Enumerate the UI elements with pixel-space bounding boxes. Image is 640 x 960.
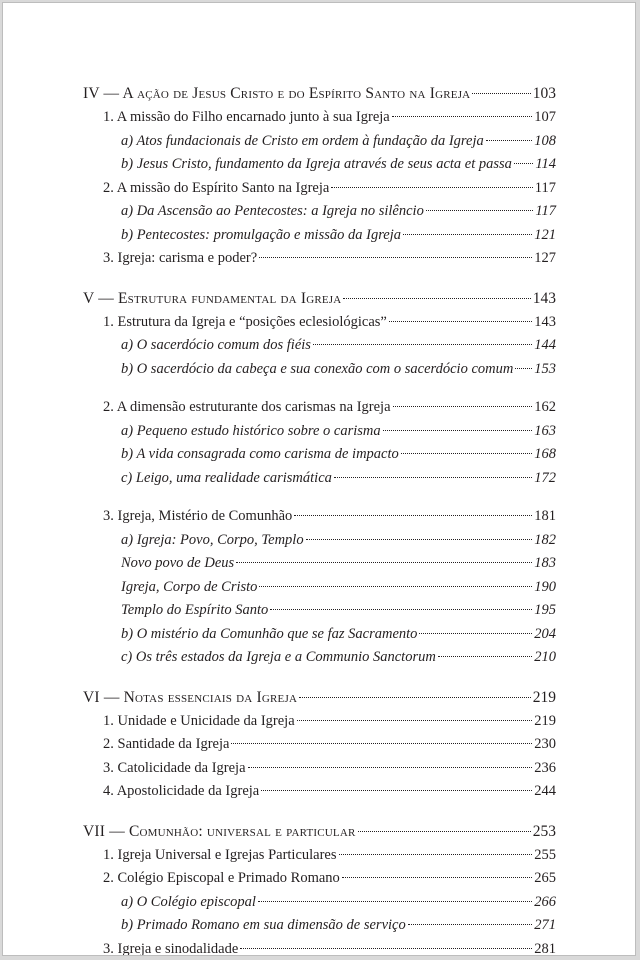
toc-section-entry[interactable] (83, 867, 556, 891)
toc-section-entry[interactable] (83, 710, 556, 734)
table-of-contents (83, 81, 556, 956)
entry-page-number: 219 (532, 688, 556, 706)
dot-leader (514, 163, 533, 164)
entry-title: 3. Catolicidade da Igreja (103, 759, 246, 776)
toc-subsection-entry[interactable] (83, 334, 556, 358)
entry-page-number: 143 (532, 289, 556, 307)
entry-title: VII — Comunhão: universal e particular (83, 822, 356, 840)
entry-title: b) Pentecostes: promulgação e missão da Igreja (121, 226, 402, 243)
entry-page-number: 127 (534, 250, 556, 266)
entry-title: b) Primado Romano em sua dimensão de serviço (121, 917, 406, 933)
toc-subsection-entry[interactable] (83, 646, 556, 670)
dot-leader (342, 877, 532, 878)
dot-leader (261, 790, 532, 791)
entry-page-number: 271 (534, 917, 556, 933)
entry-page-number: 107 (534, 109, 556, 125)
entry-title: Igreja, Corpo de Cristo (121, 578, 258, 595)
toc-subsection-entry[interactable] (83, 891, 556, 915)
entry-page-number: 143 (534, 313, 556, 330)
dot-leader (259, 586, 532, 587)
entry-title: c) Os três estados da Igreja e a Communio Sanctorum (121, 649, 436, 665)
toc-subsection-entry[interactable] (83, 914, 556, 938)
entry-title: 2. Santidade da Igreja (103, 736, 230, 752)
dot-leader (334, 477, 532, 478)
entry-page-number: 265 (534, 870, 556, 886)
toc-section (83, 819, 556, 957)
toc-subsection-entry[interactable] (83, 599, 556, 623)
toc-section (83, 81, 556, 271)
toc-subsection-entry[interactable] (83, 443, 556, 467)
dot-leader (389, 321, 532, 322)
toc-section (83, 396, 556, 490)
dot-leader (299, 697, 531, 698)
toc-chapter-entry[interactable] (83, 685, 556, 710)
toc-subsection-entry[interactable] (83, 576, 556, 600)
toc-subsection-entry[interactable] (83, 529, 556, 553)
toc-subsection-entry[interactable] (83, 224, 556, 248)
toc-section-entry[interactable] (83, 780, 556, 804)
dot-leader (240, 948, 532, 949)
entry-page-number: 108 (534, 132, 556, 149)
dot-leader (270, 609, 532, 610)
entry-title: a) Atos fundacionais de Cristo em ordem à fundação da Igreja (121, 132, 484, 149)
entry-page-number: 210 (534, 649, 556, 665)
toc-section-entry[interactable] (83, 505, 556, 529)
entry-page-number: 266 (534, 893, 556, 910)
entry-title: a) O sacerdócio comum dos fiéis (121, 337, 311, 353)
entry-title: V — Estrutura fundamental da Igreja (83, 289, 342, 307)
entry-title: Novo povo de Deus (121, 555, 235, 571)
entry-page-number: 182 (534, 531, 556, 548)
entry-page-number: 114 (535, 156, 556, 172)
entry-title: c) Leigo, uma realidade carismática (121, 469, 332, 486)
entry-page-number: 255 (534, 846, 556, 863)
dot-leader (419, 633, 532, 634)
toc-subsection-entry[interactable] (83, 420, 556, 444)
section-spacer (83, 381, 556, 396)
toc-subsection-entry[interactable] (83, 130, 556, 154)
entry-page-number: 172 (534, 469, 556, 486)
dot-leader (426, 210, 533, 211)
section-spacer (83, 804, 556, 819)
entry-title: IV — A ação de Jesus Cristo e do Espírito Santo na Igreja (83, 85, 471, 102)
entry-title: a) O Colégio episcopal (121, 893, 256, 910)
section-spacer (83, 670, 556, 685)
entry-page-number: 181 (534, 508, 556, 524)
toc-section-entry[interactable] (83, 177, 556, 201)
dot-leader (297, 720, 533, 721)
entry-title: a) Pequeno estudo histórico sobre o carisma (121, 422, 381, 439)
entry-title: 1. Estrutura da Igreja e “posições eclesiológicas” (103, 313, 387, 330)
dot-leader (306, 539, 533, 540)
entry-page-number: 230 (534, 736, 556, 752)
dot-leader (403, 234, 532, 235)
entry-page-number: 183 (534, 555, 556, 571)
entry-title: b) Jesus Cristo, fundamento da Igreja através de seus acta et passa (121, 156, 512, 172)
entry-title: a) Igreja: Povo, Corpo, Templo (121, 531, 304, 548)
toc-chapter-entry[interactable] (83, 286, 556, 311)
section-spacer (83, 271, 556, 286)
toc-section (83, 286, 556, 382)
entry-page-number: 162 (534, 399, 556, 415)
entry-page-number: 195 (534, 602, 556, 618)
entry-title: b) O mistério da Comunhão que se faz Sacramento (121, 625, 418, 642)
entry-title: 2. Colégio Episcopal e Primado Romano (103, 870, 340, 886)
entry-title: VI — Notas essenciais da Igreja (83, 688, 298, 706)
toc-subsection-entry[interactable] (83, 467, 556, 491)
dot-leader (393, 406, 533, 407)
toc-section-entry[interactable] (83, 733, 556, 757)
entry-page-number: 144 (534, 337, 556, 353)
dot-leader (486, 140, 533, 141)
entry-title: b) O sacerdócio da cabeça e sua conexão com o sacerdócio comum (121, 360, 514, 377)
entry-page-number: 117 (534, 179, 556, 196)
dot-leader (438, 656, 532, 657)
dot-leader (259, 257, 532, 258)
toc-chapter-entry[interactable] (83, 819, 556, 844)
dot-leader (401, 453, 532, 454)
toc-subsection-entry[interactable] (83, 153, 556, 177)
dot-leader (515, 368, 532, 369)
entry-page-number: 236 (534, 759, 556, 776)
entry-page-number: 168 (534, 446, 556, 462)
entry-page-number: 253 (532, 822, 556, 840)
entry-page-number: 163 (534, 422, 556, 439)
dot-leader (313, 344, 532, 345)
entry-page-number: 204 (534, 625, 556, 642)
section-spacer (83, 490, 556, 505)
dot-leader (408, 924, 533, 925)
dot-leader (331, 187, 532, 188)
dot-leader (358, 831, 531, 832)
entry-title: 1. A missão do Filho encarnado junto à sua Igreja (103, 109, 390, 125)
toc-section-entry[interactable] (83, 938, 556, 957)
dot-leader (383, 430, 533, 431)
toc-section-entry[interactable] (83, 311, 556, 335)
toc-section-entry[interactable] (83, 247, 556, 271)
entry-title: 3. Igreja: carisma e poder? (103, 250, 258, 266)
entry-page-number: 153 (534, 360, 556, 377)
toc-section-entry[interactable] (83, 757, 556, 781)
entry-page-number: 190 (534, 578, 556, 595)
entry-title: a) Da Ascensão ao Pentecostes: a Igreja no silêncio (121, 203, 424, 219)
dot-leader (294, 515, 532, 516)
toc-section (83, 505, 556, 670)
entry-page-number: 117 (535, 203, 556, 219)
entry-title: 1. Unidade e Unicidade da Igreja (103, 712, 295, 729)
dot-leader (472, 93, 530, 94)
entry-title: 3. Igreja, Mistério de Comunhão (103, 508, 293, 524)
entry-page-number: 281 (534, 940, 556, 956)
dot-leader (231, 743, 532, 744)
entry-title: b) A vida consagrada como carisma de impacto (121, 446, 399, 462)
toc-section-entry[interactable] (83, 844, 556, 868)
entry-title: 4. Apostolicidade da Igreja (103, 783, 260, 799)
toc-subsection-entry[interactable] (83, 552, 556, 576)
toc-subsection-entry[interactable] (83, 623, 556, 647)
toc-section-entry[interactable] (83, 106, 556, 130)
toc-chapter-entry[interactable] (83, 81, 556, 106)
entry-page-number: 244 (534, 783, 556, 799)
toc-subsection-entry[interactable] (83, 358, 556, 382)
toc-section (83, 685, 556, 804)
entry-title: 1. Igreja Universal e Igrejas Particulares (103, 846, 337, 863)
dot-leader (236, 562, 532, 563)
dot-leader (258, 901, 532, 902)
dot-leader (392, 116, 533, 117)
toc-section-entry[interactable] (83, 396, 556, 420)
entry-title: 2. A missão do Espírito Santo na Igreja (103, 179, 330, 196)
entry-page-number: 103 (532, 85, 556, 102)
toc-subsection-entry[interactable] (83, 200, 556, 224)
entry-page-number: 219 (534, 712, 556, 729)
entry-title: 2. A dimensão estruturante dos carismas na Igreja (103, 399, 391, 415)
entry-page-number: 121 (534, 226, 556, 243)
entry-title: Templo do Espírito Santo (121, 602, 269, 618)
dot-leader (248, 767, 533, 768)
entry-title: 3. Igreja e sinodalidade (103, 940, 239, 956)
dot-leader (343, 298, 530, 299)
book-page (2, 2, 636, 956)
dot-leader (339, 854, 533, 855)
